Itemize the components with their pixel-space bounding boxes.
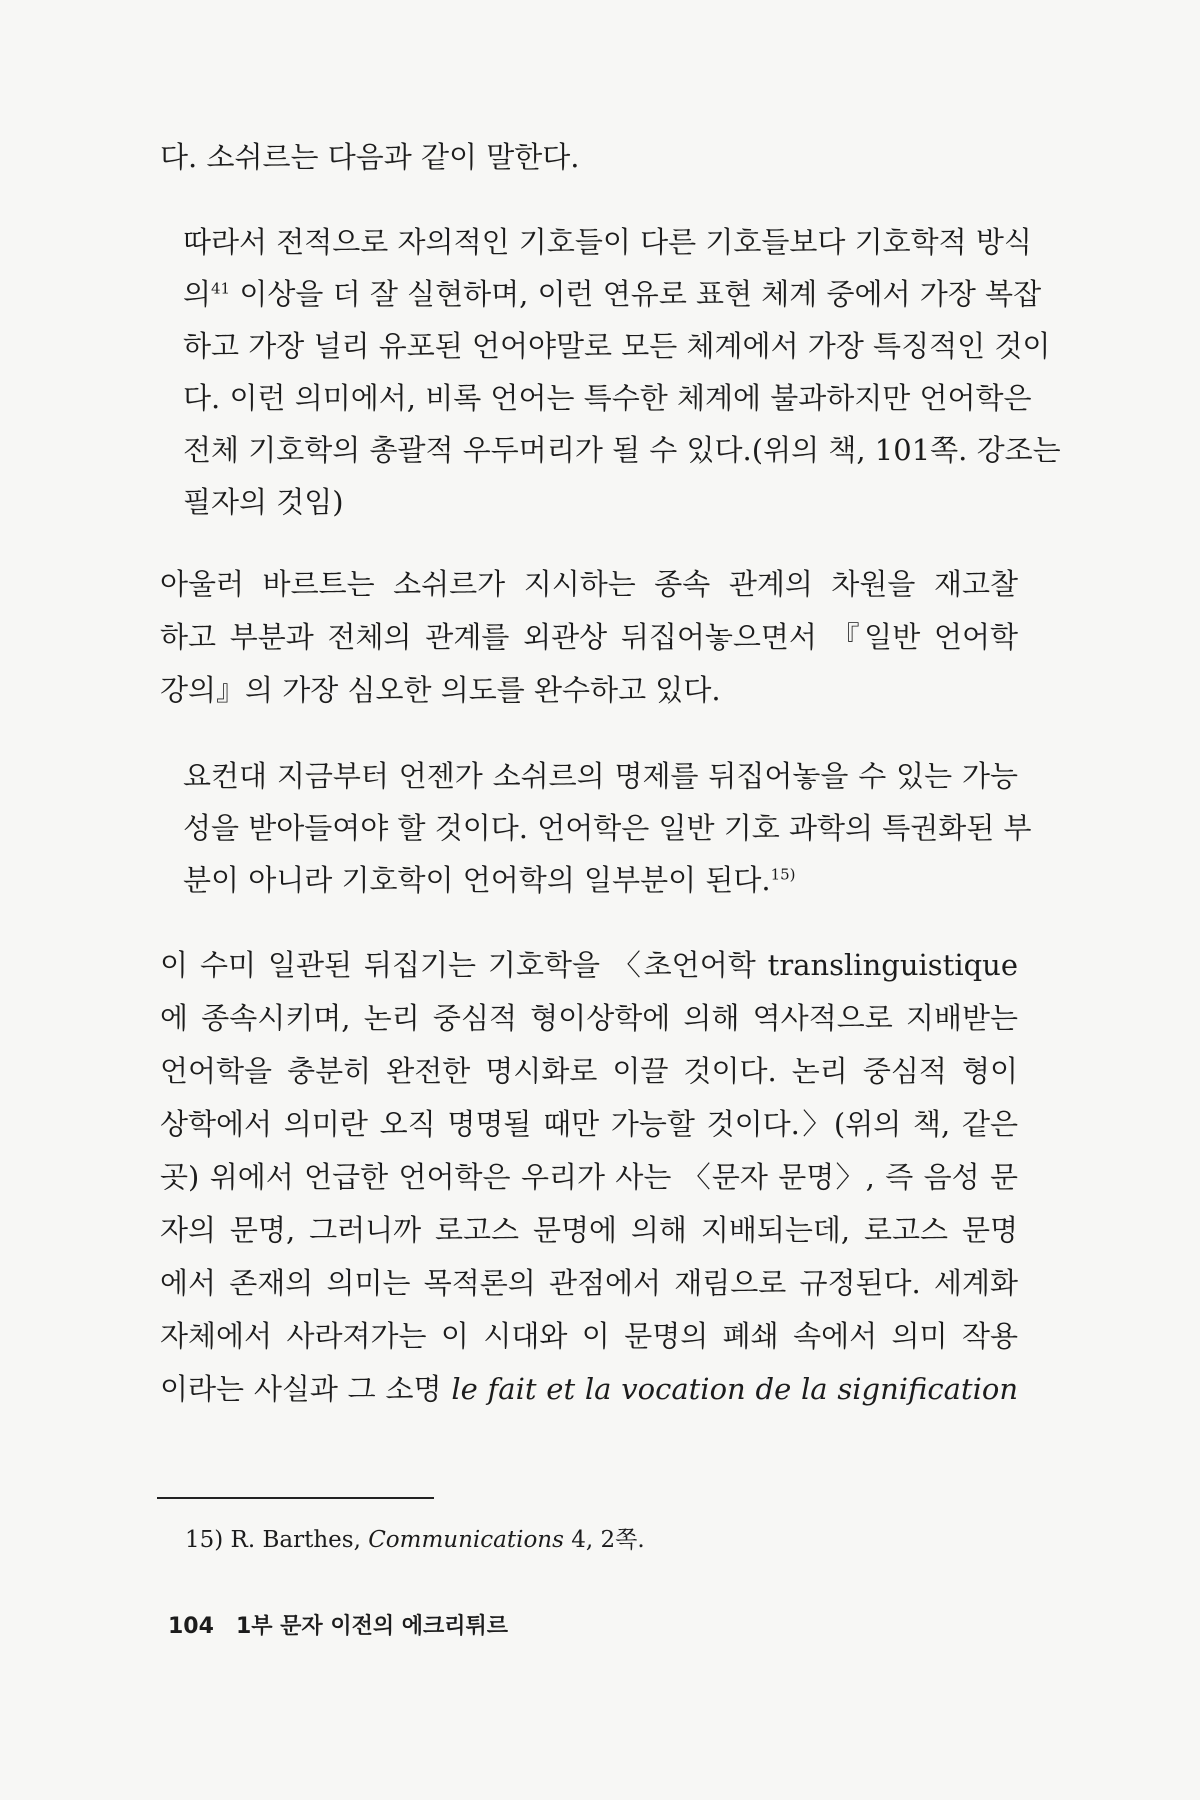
quote1-line: 필자의 것임) bbox=[183, 485, 344, 519]
quote1-line: 다. 이런 의미에서, 비록 언어는 특수한 체계에 불과하지만 언어학은 bbox=[183, 381, 1032, 415]
para2-line: 에서 존재의 의미는 목적론의 관점에서 재림으로 규정된다. 세계화 bbox=[160, 1266, 1018, 1300]
para1-line: 하고 부분과 전체의 관계를 외관상 뒤집어놓으면서 『일반 언어학 bbox=[160, 620, 1018, 654]
para2-line: 언어학을 충분히 완전한 명시화로 이끌 것이다. 논리 중심적 형이 bbox=[160, 1054, 1018, 1088]
quote1-line bbox=[183, 274, 1042, 314]
chapter-title: 1부 문자 이전의 에크리튀르 bbox=[235, 1614, 508, 1639]
quote2-line: 요컨대 지금부터 언젠가 소쉬르의 명제를 뒤집어놓을 수 있는 가능 bbox=[183, 759, 1018, 793]
page-number: 104 bbox=[168, 1614, 214, 1639]
intro-line: 다. 소쉬르는 다음과 같이 말한다. bbox=[160, 140, 580, 174]
para2-line: 곳) 위에서 언급한 언어학은 우리가 사는 〈문자 문명〉, 즉 음성 문 bbox=[160, 1160, 1018, 1194]
footnote-title: Communications bbox=[368, 1527, 564, 1553]
quote1-text: 의 bbox=[183, 277, 212, 311]
para2-line bbox=[160, 1369, 1018, 1409]
footnote-ref-41: 41 bbox=[211, 279, 231, 298]
quote2-text: 분이 아니라 기호학이 언어학의 일부분이 된다. bbox=[183, 863, 771, 897]
footnote-suffix: 4, 2쪽. bbox=[563, 1527, 645, 1553]
quote1-line: 하고 가장 널리 유포된 언어야말로 모든 체계에서 가장 특징적인 것이 bbox=[183, 329, 1051, 363]
footnote-prefix: 15) R. Barthes, bbox=[185, 1527, 369, 1553]
quote1-line: 전체 기호학의 총괄적 우두머리가 될 수 있다.(위의 책, 101쪽. 강조는 bbox=[183, 433, 1061, 467]
footnote-ref-15: 15) bbox=[770, 865, 796, 884]
quote1-text: 이상을 더 잘 실현하며, 이런 연유로 표현 체계 중에서 가장 복잡 bbox=[230, 277, 1042, 311]
para2-line: 자의 문명, 그러니까 로고스 문명에 의해 지배되는데, 로고스 문명 bbox=[160, 1213, 1018, 1247]
para1-line: 아울러 바르트는 소쉬르가 지시하는 종속 관계의 차원을 재고찰 bbox=[160, 567, 1018, 601]
quote2-line bbox=[183, 860, 1018, 900]
para2-line: 상학에서 의미란 오직 명명될 때만 가능할 것이다.〉(위의 책, 같은 bbox=[160, 1107, 1018, 1141]
quote1-line: 따라서 전적으로 자의적인 기호들이 다른 기호들보다 기호학적 방식 bbox=[183, 225, 1032, 259]
para2-line: 이 수미 일관된 뒤집기는 기호학을 〈초언어학 translinguistique bbox=[160, 948, 1018, 982]
footnote-15 bbox=[185, 1524, 645, 1556]
page-footer bbox=[168, 1612, 508, 1642]
quote2-line: 성을 받아들여야 할 것이다. 언어학은 일반 기호 과학의 특권화된 부 bbox=[183, 811, 1032, 845]
footnote-divider bbox=[157, 1497, 434, 1499]
para2-line: 자체에서 사라져가는 이 시대와 이 문명의 폐쇄 속에서 의미 작용 bbox=[160, 1319, 1018, 1353]
para2-text: 이라는 사실과 그 소명 bbox=[160, 1372, 452, 1406]
para1-line: 강의』의 가장 심오한 의도를 완수하고 있다. bbox=[160, 673, 721, 707]
para2-line: 에 종속시키며, 논리 중심적 형이상학에 의해 역사적으로 지배받는 bbox=[160, 1001, 1018, 1035]
french-phrase: le fait et la vocation de la signification bbox=[451, 1372, 1018, 1406]
